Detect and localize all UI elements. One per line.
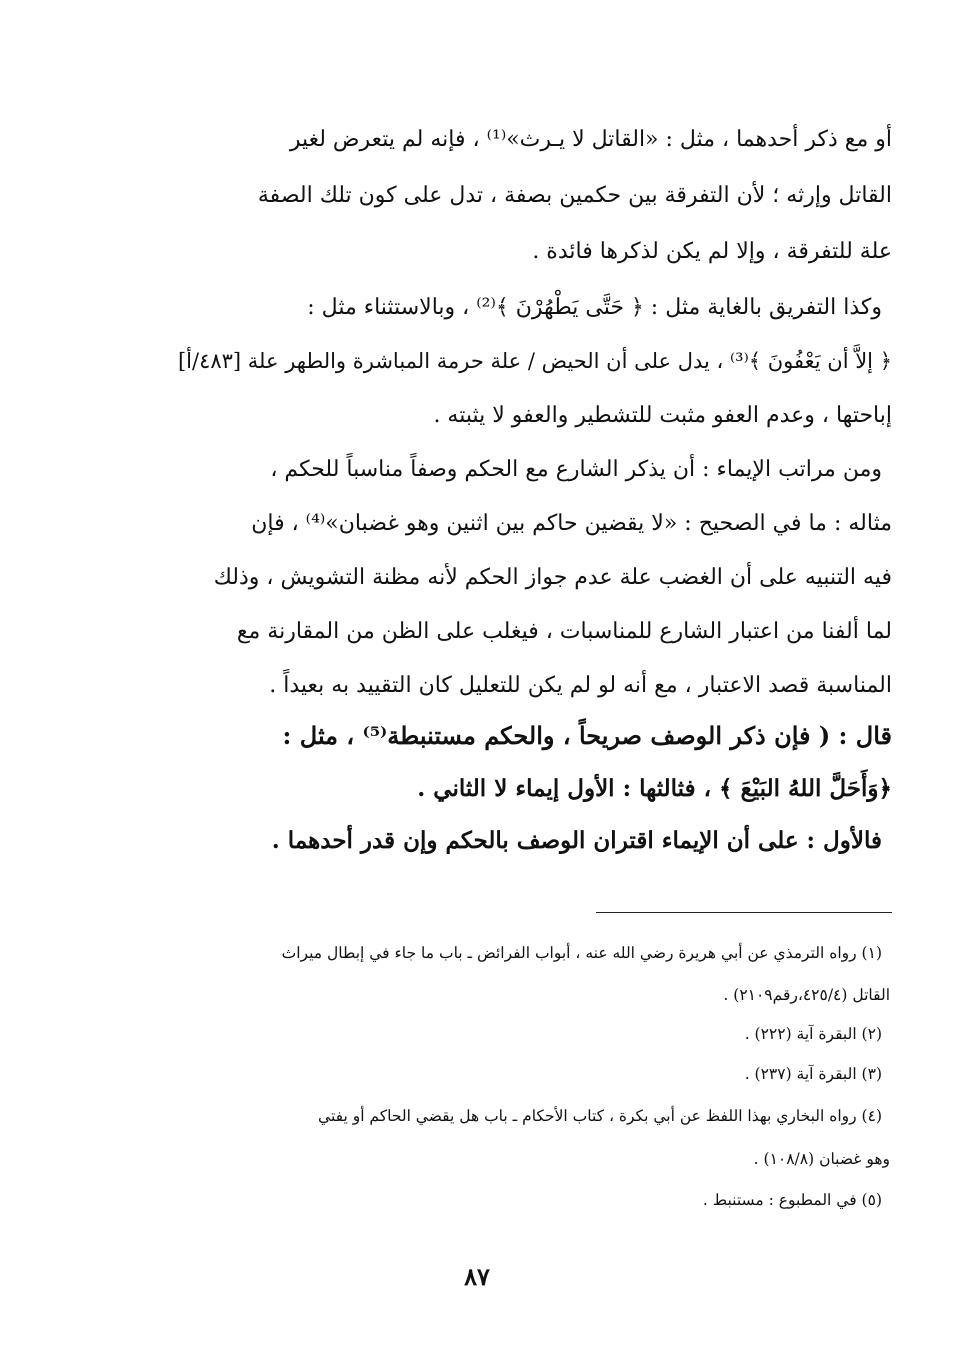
- footnote-5: (٥) في المطبوع : مستنبط .: [702, 1191, 882, 1209]
- footnote-4-line-1: (٤) رواه البخاري بهذا اللفظ عن أبي بكرة ، كتاب الأحكام ـ باب هل يقضي الحاكم أو يفتي: [318, 1107, 882, 1125]
- page-number: ٨٧: [464, 1262, 490, 1291]
- body-line-8: مثاله : ما في الصحيح : «لا يقضين حاكم بين اثنين وهو غضبان»⁽⁴⁾ ، فإن: [251, 511, 892, 536]
- footnote-4-line-2: وهو غضبان (١٠٨/٨) .: [753, 1150, 890, 1168]
- body-line-4: وكذا التفريق بالغاية مثل : ﴿ حَتَّى يَطْهُرْنَ ﴾⁽²⁾ ، وبالاستثناء مثل :: [307, 295, 882, 320]
- body-line-9: فيه التنبيه على أن الغضب علة عدم جواز الحكم لأنه مظنة التشويش ، وذلك: [213, 565, 892, 590]
- body-line-2: القاتل وإرثه ؛ لأن التفرقة بين حكمين بصفة ، تدل على كون تلك الصفة: [257, 183, 892, 208]
- footnote-1-line-2: القاتل (٤٢٥/٤،رقم٢١٠٩) .: [723, 986, 890, 1004]
- footnote-1-line-1: (١) رواه الترمذي عن أبي هريرة رضي الله عنه ، أبواب الفرائض ـ باب ما جاء في إبطال ميراث: [281, 944, 882, 962]
- footnote-separator: [596, 912, 892, 913]
- quote-line-3: فالأول : على أن الإيماء اقتران الوصف بالحكم وإن قدر أحدهما .: [271, 827, 882, 854]
- body-line-5: ﴿ إلاَّ أن يَعْفُونَ ﴾⁽³⁾ ، يدل على أن الحيض / علة حرمة المباشرة والطهر علة [٤٨٣/أ]: [177, 349, 892, 373]
- quote-line-2: ﴿وَأَحَلَّ اللهُ البَيْعَ ﴾ ، فثالثها : الأول إيماء لا الثاني .: [417, 775, 892, 802]
- body-line-1: أو مع ذكر أحدهما ، مثل : «القاتل لا يـرث»⁽¹⁾ ، فإنه لم يتعرض لغير: [289, 127, 892, 152]
- footnote-3: (٣) البقرة آية (٢٣٧) .: [744, 1065, 882, 1083]
- body-line-10: لما ألفنا من اعتبار الشارع للمناسبات ، فيغلب على الظن من المقارنة مع: [236, 619, 892, 644]
- quote-line-1: قال : ( فإن ذكر الوصف صريحاً ، والحكم مستنبطة⁽⁵⁾ ، مثل :: [282, 721, 892, 750]
- body-line-11: المناسبة قصد الاعتبار ، مع أنه لو لم يكن للتعليل كان التقييد به بعيداً .: [269, 673, 892, 698]
- body-line-6: إباحتها ، وعدم العفو مثبت للتشطير والعفو لا يثبته .: [433, 403, 892, 428]
- footnote-2: (٢) البقرة آية (٢٢٢) .: [744, 1025, 882, 1043]
- body-line-3: علة للتفرقة ، وإلا لم يكن لذكرها فائدة .: [532, 239, 892, 264]
- body-line-7: ومن مراتب الإيماء : أن يذكر الشارع مع الحكم وصفاً مناسباً للحكم ،: [270, 457, 882, 482]
